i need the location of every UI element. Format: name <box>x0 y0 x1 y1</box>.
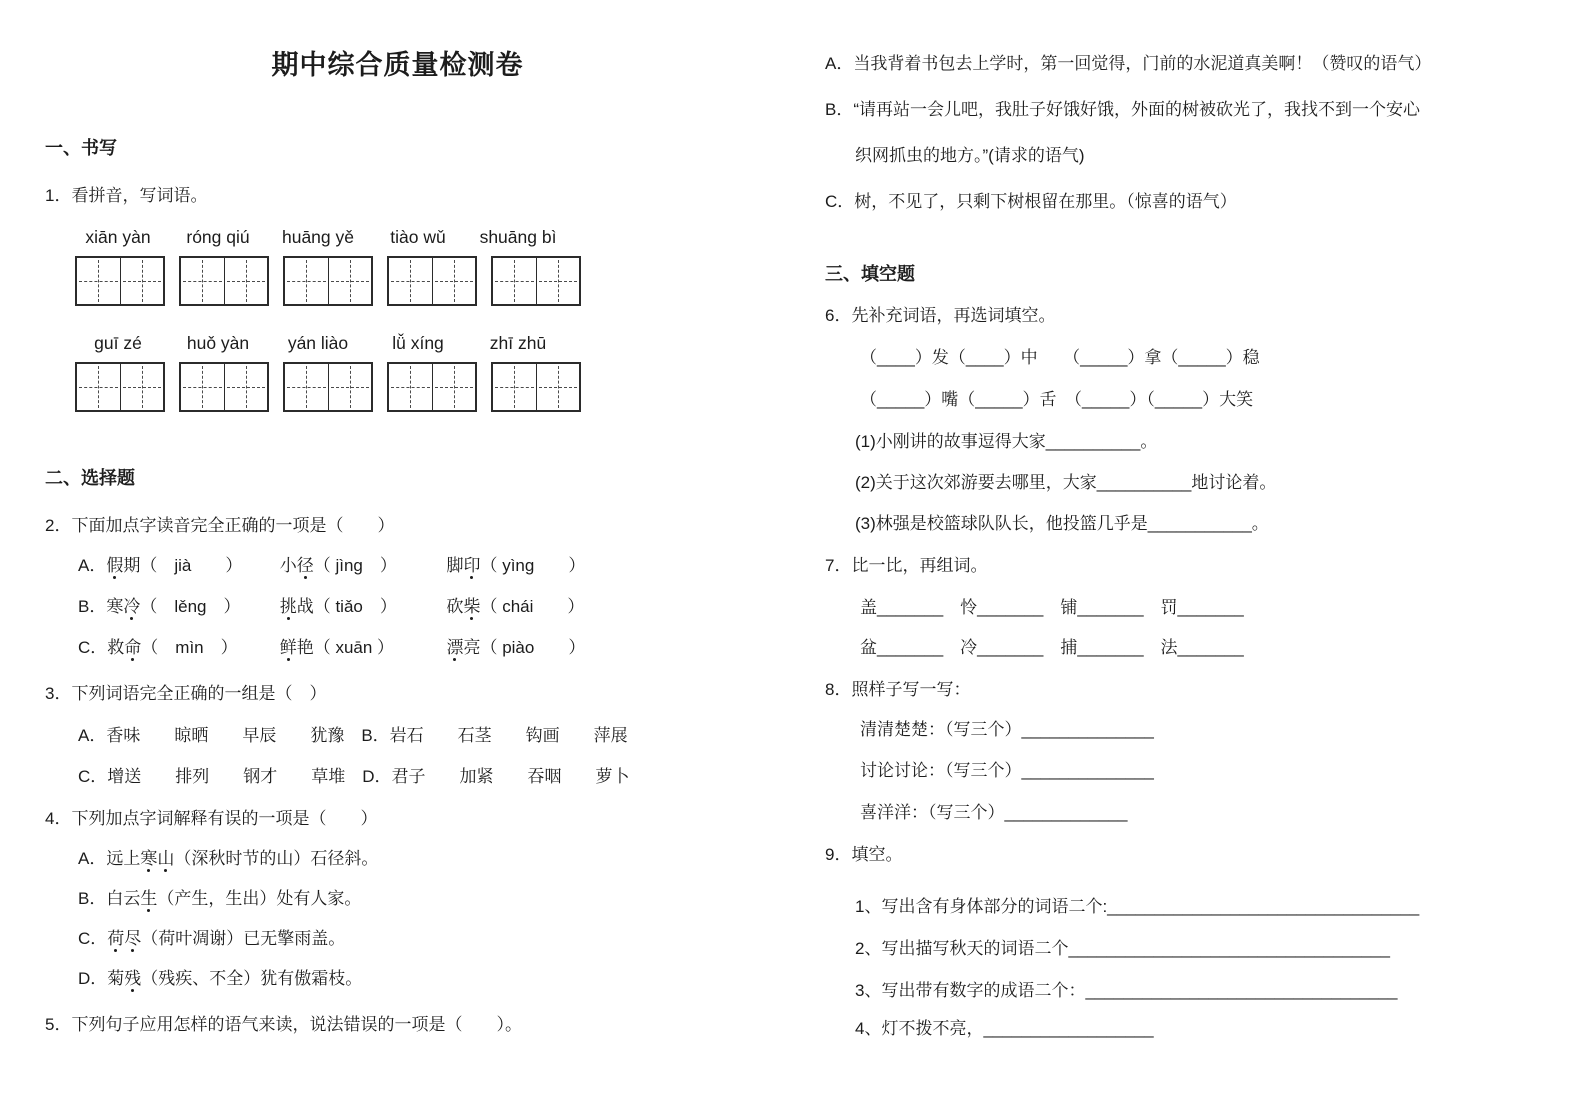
pinyin-row-1 <box>45 226 750 248</box>
dotted-character: 印 <box>463 556 481 575</box>
text-segment: （ mìn ） <box>141 638 238 657</box>
q6-fill-row: （_____）嘴（_____）舌 （_____）（_____）大笑 <box>860 390 1254 409</box>
section-1-heading: 一、书写 <box>45 138 117 158</box>
pinyin-label: yán liào <box>287 333 349 353</box>
text-segment: 期（ jià ） <box>123 556 243 575</box>
page-title: 期中综合质量检测卷 <box>271 50 524 80</box>
grid-cell <box>389 364 432 410</box>
q9-sub-item: 2、写出描写秋天的词语二个__________________________________ <box>855 939 1390 958</box>
text-segment: （ lěng ） <box>140 597 241 616</box>
q4-option-d <box>45 967 750 991</box>
pinyin-label: huǒ yàn <box>186 333 250 353</box>
dotted-character: 荷 <box>107 929 125 948</box>
q4-option-b <box>45 887 750 911</box>
option-item <box>78 595 275 619</box>
section-2-heading: 二、选择题 <box>45 468 135 488</box>
grid-cell <box>432 364 476 410</box>
q6-label: 6．先补充词语，再选词填空。 <box>825 306 1056 325</box>
q8-row: 喜洋洋：（写三个）_____________ <box>860 803 1128 822</box>
grid-cell <box>120 258 164 304</box>
text-segment: A．远上 <box>78 849 141 868</box>
q7-word-row: 盖_______ 怜_______ 铺_______ 罚_______ <box>860 598 1244 617</box>
writing-grid-box <box>491 256 581 306</box>
text-segment: （残疾、不全）犹有傲霜枝。 <box>141 969 363 988</box>
text-segment: （产生，生出）处有人家。 <box>157 889 362 908</box>
text-segment: B．寒 <box>78 597 124 616</box>
grid-cell <box>328 258 372 304</box>
dotted-character: 挑 <box>279 597 297 616</box>
writing-grid-box <box>179 362 269 412</box>
text-segment: 艳（ xuān ） <box>296 638 395 657</box>
q5-option-b: B．“请再站一会儿吧，我肚子好饿好饿，外面的树被砍光了，我找不到一个安心 <box>825 100 1420 119</box>
q1-label: 1．看拼音，写词语。 <box>45 186 208 205</box>
dotted-character: 鲜 <box>279 638 297 657</box>
dotted-character: 冷 <box>123 597 141 616</box>
q5-option-c: C．树，不见了，只剩下树根留在那里。（惊喜的语气） <box>825 192 1237 211</box>
q2-label: 2．下面加点字读音完全正确的一项是（ ） <box>45 516 395 535</box>
pinyin-label: shuāng bì <box>479 227 557 247</box>
grid-cell <box>77 258 120 304</box>
grid-cell <box>224 258 268 304</box>
q8-row: 清清楚楚：（写三个）______________ <box>860 720 1154 739</box>
grid-cell <box>77 364 120 410</box>
q4-option-c <box>45 927 750 951</box>
text-segment: （荷叶凋谢）已无擎雨盖。 <box>141 929 346 948</box>
q6-sub-item: (1)小刚讲的故事逗得大家__________。 <box>855 432 1158 451</box>
text-segment: （ jìng ） <box>313 556 397 575</box>
q2-option-c <box>45 636 750 660</box>
option-item <box>446 595 584 619</box>
text-segment: D．菊 <box>78 969 125 988</box>
dotted-character: 残 <box>124 969 142 988</box>
q5-option-a: A．当我背着书包去上学时，第一回觉得，门前的水泥道真美啊！（赞叹的语气） <box>825 54 1432 73</box>
pinyin-label: xiān yàn <box>85 227 151 247</box>
writing-grid-box <box>283 362 373 412</box>
grid-cell <box>536 364 580 410</box>
grid-cell <box>224 364 268 410</box>
dotted-character: 假 <box>106 556 124 575</box>
q6-sub-item: (2)关于这次郊游要去哪里，大家__________地讨论着。 <box>855 473 1277 492</box>
text-segment: 砍 <box>446 597 464 616</box>
option-item <box>280 595 442 619</box>
text-segment: C．救 <box>78 638 125 657</box>
grid-cell <box>432 258 476 304</box>
pinyin-label: huāng yě <box>281 227 354 247</box>
text-segment: 战（ tiǎo ） <box>296 597 397 616</box>
grid-cell <box>536 258 580 304</box>
q8-row: 讨论讨论：（写三个）______________ <box>860 761 1154 780</box>
grid-cell <box>285 258 328 304</box>
text-segment: （ yìng ） <box>480 556 586 575</box>
writing-grid-box <box>387 362 477 412</box>
q6-sub-item: (3)林强是校篮球队队长，他投篮几乎是___________。 <box>855 514 1269 533</box>
text-segment: A． <box>78 556 107 575</box>
option-item <box>280 554 442 578</box>
grid-cell <box>285 364 328 410</box>
pinyin-label: róng qiú <box>186 227 250 247</box>
text-segment: 脚 <box>446 556 464 575</box>
writing-grid-box <box>491 362 581 412</box>
writing-grid-box <box>75 362 165 412</box>
left-column <box>45 48 750 1054</box>
grid-cell <box>120 364 164 410</box>
q7-label: 7．比一比，再组词。 <box>825 556 988 575</box>
text-segment: 小 <box>279 556 297 575</box>
section-3-heading: 三、填空题 <box>825 264 915 284</box>
q9-sub-item: 3、写出带有数字的成语二个：_________________________________ <box>855 981 1398 1000</box>
option-item <box>446 636 585 660</box>
q3-label: 3．下列词语完全正确的一组是（ ） <box>45 684 327 703</box>
q9-sub-item: 1、写出含有身体部分的词语二个:_________________________________ <box>855 897 1420 916</box>
q5-option-b-cont: 织网抓虫的地方。”(请求的语气) <box>855 146 1085 165</box>
q2-option-a <box>45 554 750 578</box>
pinyin-label: tiào wǔ <box>390 227 446 247</box>
writing-grid-row-1 <box>45 256 750 306</box>
q3-options-row: C．增送 排列 钢才 草堆 D．君子 加紧 吞咽 萝卜 <box>78 767 630 786</box>
grid-cell <box>493 258 536 304</box>
q9-label: 9．填空。 <box>825 845 903 864</box>
writing-grid-box <box>283 256 373 306</box>
text-segment: C． <box>78 929 108 948</box>
pinyin-row-2 <box>45 332 750 354</box>
writing-grid-box <box>179 256 269 306</box>
text-segment: （ chái ） <box>480 597 585 616</box>
right-column <box>825 52 1515 1058</box>
q2-option-b <box>45 595 750 619</box>
grid-cell <box>181 258 224 304</box>
dotted-character: 尽 <box>124 929 142 948</box>
q6-fill-row: （____）发（____）中 （_____）拿（_____）稳 <box>860 348 1260 367</box>
text-segment: 亮（ piào ） <box>463 638 586 657</box>
q8-label: 8．照样子写一写： <box>825 680 971 699</box>
option-item <box>78 636 275 660</box>
pinyin-label: zhī zhū <box>489 333 547 353</box>
q5-label: 5．下列句子应用怎样的语气来读，说法错误的一项是（ ）。 <box>45 1015 522 1034</box>
dotted-character: 径 <box>296 556 314 575</box>
q9-sub-item: 4、灯不拨不亮，__________________ <box>855 1019 1154 1038</box>
q4-label: 4．下列加点字词解释有误的一项是（ ） <box>45 809 378 828</box>
grid-cell <box>328 364 372 410</box>
writing-grid-box <box>387 256 477 306</box>
text-segment: B．白云 <box>78 889 141 908</box>
grid-cell <box>181 364 224 410</box>
dotted-character: 山 <box>157 849 175 868</box>
grid-cell <box>493 364 536 410</box>
pinyin-label: lǚ xíng <box>392 333 444 353</box>
dotted-character: 生 <box>140 889 158 908</box>
pinyin-label: guī zé <box>94 333 142 353</box>
dotted-character: 柴 <box>463 597 481 616</box>
dotted-character: 漂 <box>446 638 464 657</box>
grid-cell <box>389 258 432 304</box>
dotted-character: 命 <box>124 638 142 657</box>
q3-options-row: A．香味 晾晒 早辰 犹豫 B．岩石 石茎 钩画 萍展 <box>78 726 628 745</box>
text-segment: （深秋时节的山）石径斜。 <box>174 849 379 868</box>
writing-grid-row-2 <box>45 362 750 412</box>
writing-grid-box <box>75 256 165 306</box>
option-item <box>280 636 442 660</box>
option-item <box>78 554 275 578</box>
q7-word-row: 盆_______ 冷_______ 捕_______ 法_______ <box>860 638 1244 657</box>
dotted-character: 寒 <box>140 849 158 868</box>
q4-option-a <box>45 847 750 871</box>
option-item <box>446 554 585 578</box>
